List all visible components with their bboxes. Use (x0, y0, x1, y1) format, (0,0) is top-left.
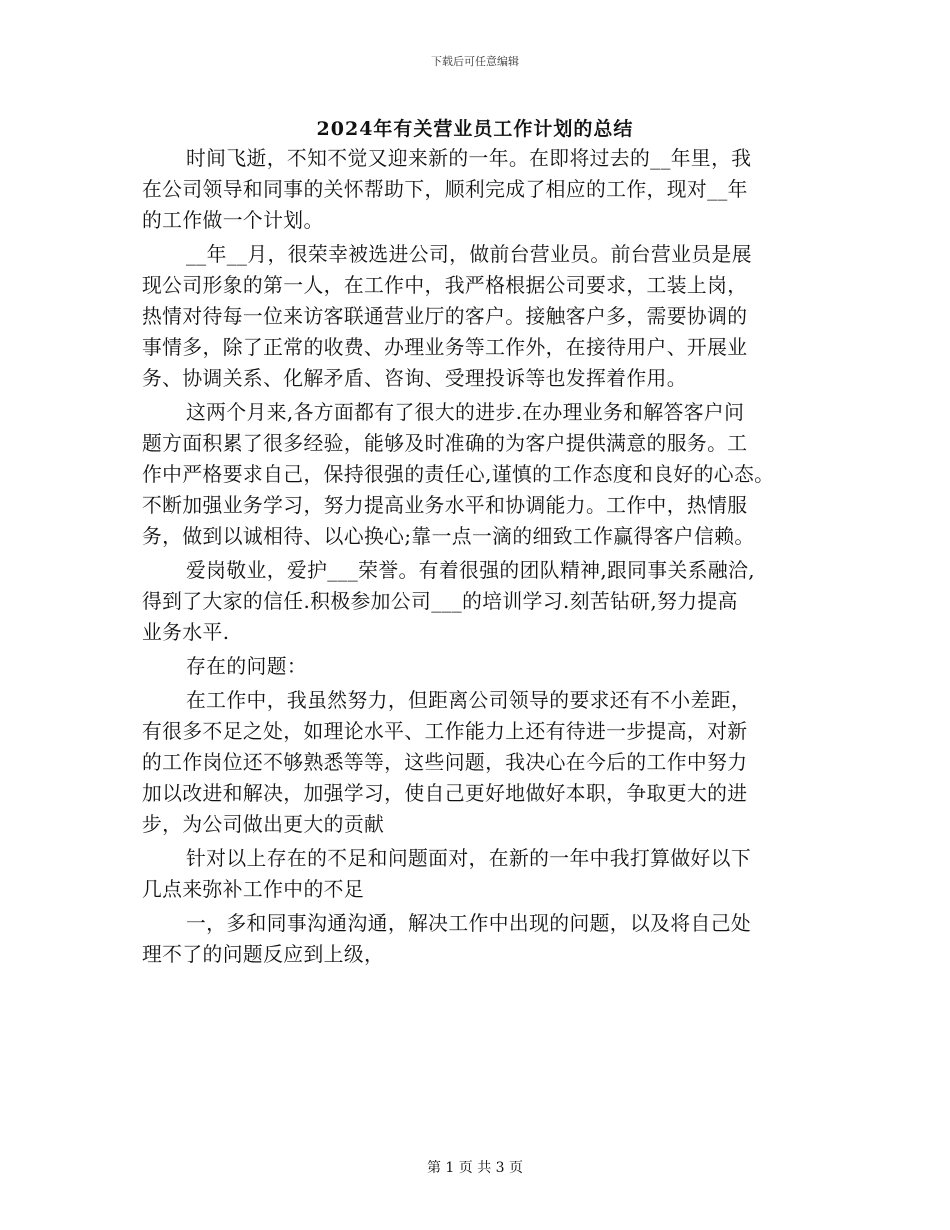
paragraph-line: 一，多和同事沟通沟通，解决工作中出现的问题，以及将自己处 (186, 912, 752, 935)
paragraph-line: 作中严格要求自己，保持很强的责任心,谨慎的工作态度和良好的心态。 (142, 463, 775, 486)
paragraph-line: 的工作岗位还不够熟悉等等，这些问题，我决心在今后的工作中努力 (142, 751, 748, 774)
section-heading: 存在的问题： (186, 655, 308, 678)
paragraph-line: 业务水平. (142, 621, 230, 644)
paragraph-line: 针对以上存在的不足和问题面对，在新的一年中我打算做好以下 (186, 847, 752, 870)
paragraph-line: 爱岗敬业，爱护___荣誉。有着很强的团队精神,跟同事关系融洽, (186, 559, 755, 582)
paragraph-line: 在公司领导和同事的关怀帮助下，顺利完成了相应的工作，现对__年 (142, 178, 748, 201)
paragraph-line: 务，做到以诚相待、以心换心;靠一点一滴的细致工作赢得客户信赖。 (142, 525, 755, 548)
paragraph-line: 务、协调关系、化解矛盾、咨询、受理投诉等也发挥着作用。 (142, 367, 687, 390)
paragraph-line: __年__月，很荣幸被选进公司，做前台营业员。前台营业员是展 (186, 243, 752, 266)
page-header-note: 下载后可任意编辑 (431, 55, 519, 68)
paragraph-line: 的工作做一个计划。 (142, 209, 324, 232)
paragraph-line: 加以改进和解决，加强学习，使自己更好地做好本职，争取更大的进 (142, 782, 748, 805)
page-number: 第 1 页 共 3 页 (426, 1160, 524, 1176)
paragraph-line: 在工作中，我虽然努力，但距离公司领导的要求还有不小差距， (186, 689, 752, 712)
paragraph-line: 几点来弥补工作中的不足 (142, 878, 364, 901)
paragraph-line: 时间飞逝，不知不觉又迎来新的一年。在即将过去的__年里，我 (186, 147, 752, 170)
paragraph-line: 事情多，除了正常的收费、办理业务等工作外，在接待用户、开展业 (142, 336, 748, 359)
paragraph-line: 热情对待每一位来访客联通营业厅的客户。接触客户多，需要协调的 (142, 305, 748, 328)
paragraph-line: 理不了的问题反应到上级， (142, 943, 385, 966)
paragraph-line: 步，为公司做出更大的贡献 (142, 813, 385, 836)
paragraph-line: 题方面积累了很多经验，能够及时准确的为客户提供满意的服务。工 (142, 432, 748, 455)
paragraph-line: 有很多不足之处，如理论水平、工作能力上还有待进一步提高，对新 (142, 720, 748, 743)
document-title: 2024年有关营业员工作计划的总结 (316, 118, 634, 140)
paragraph-line: 现公司形象的第一人，在工作中，我严格根据公司要求，工装上岗， (142, 274, 748, 297)
paragraph-line: 不断加强业务学习，努力提高业务水平和协调能力。工作中，热情服 (142, 494, 748, 517)
paragraph-line: 得到了大家的信任.积极参加公司___的培训学习.刻苦钻研,努力提高 (142, 590, 738, 613)
document-body (142, 143, 822, 970)
paragraph-line: 这两个月来,各方面都有了很大的进步.在办理业务和解答客户问 (186, 401, 745, 424)
